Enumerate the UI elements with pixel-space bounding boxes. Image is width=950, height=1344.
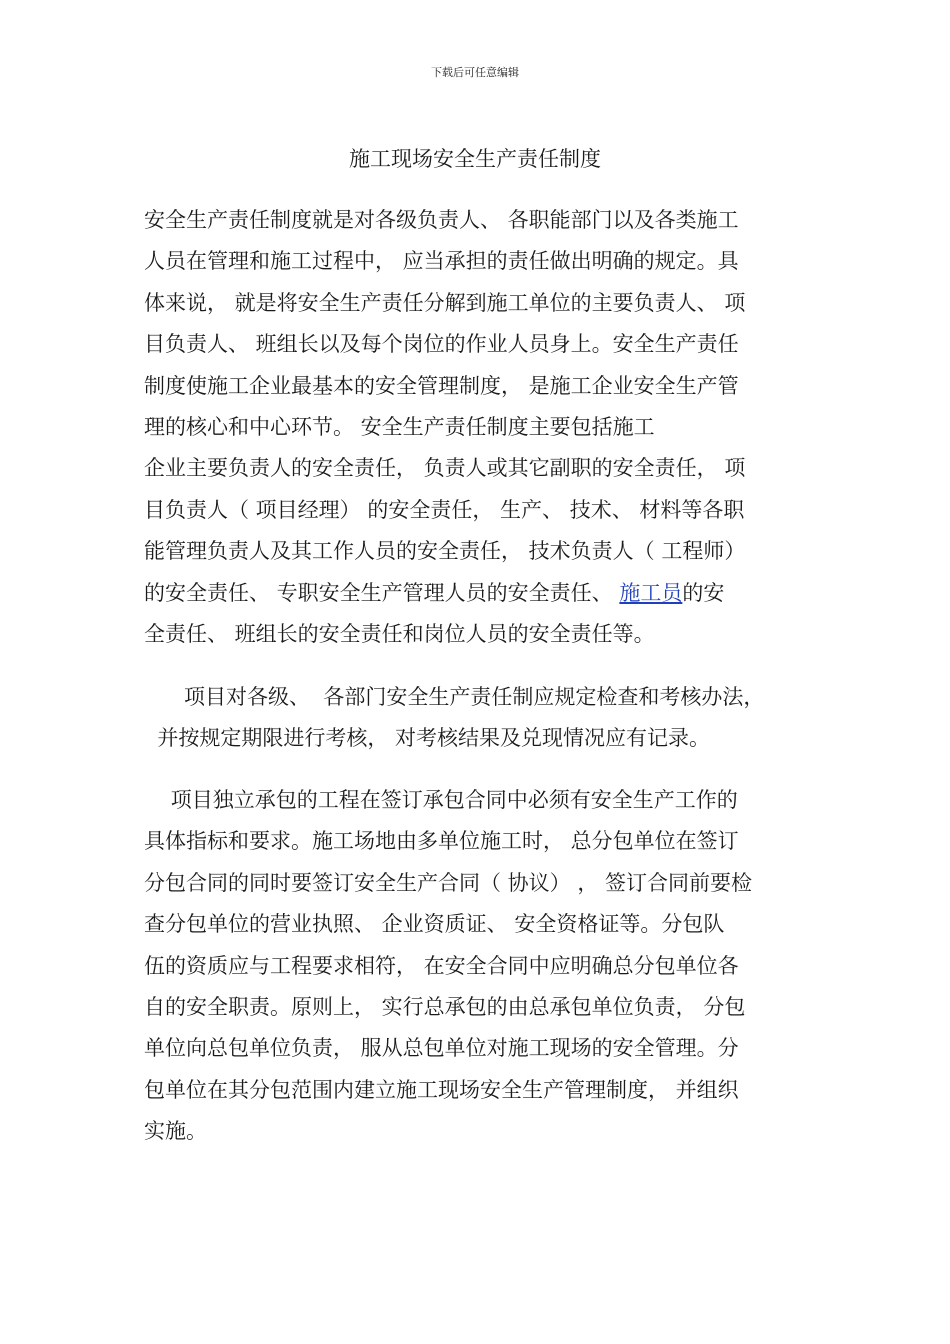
paragraph-line: 查分包单位的营业执照、 企业资质证、 安全资格证等。分包队: [144, 912, 725, 937]
paragraph-line: 人员在管理和施工过程中， 应当承担的责任做出明确的规定。具: [144, 249, 739, 274]
paragraph-line-with-link: [144, 573, 814, 614]
paragraph-line: 单位向总包单位负责， 服从总包单位对施工现场的安全管理。分: [144, 1036, 739, 1061]
paragraph-line: 体来说， 就是将安全生产责任分解到施工单位的主要负责人、 项: [144, 290, 746, 315]
paragraph-line: 分包合同的同时要签订安全生产合同（ 协议） ， 签订合同前要检: [144, 870, 753, 895]
paragraph-responsibility-system: [144, 200, 814, 655]
line-text-after-link: 的安: [682, 580, 725, 605]
header-note: 下载后可任意编辑: [431, 66, 519, 79]
paragraph-assessment: [144, 677, 814, 760]
paragraph-line: 伍的资质应与工程要求相符， 在安全合同中应明确总分包单位各: [144, 953, 739, 978]
paragraph-line: 包单位在其分包范围内建立施工现场安全生产管理制度， 并组织: [144, 1077, 739, 1102]
paragraph-line: 目负责人、 班组长以及每个岗位的作业人员身上。安全生产责任: [144, 332, 739, 357]
paragraph-line: 制度使施工企业最基本的安全管理制度， 是施工企业安全生产管: [144, 373, 739, 398]
paragraph-line: 自的安全职责。原则上， 实行总承包的由总承包单位负责， 分包: [144, 994, 746, 1019]
paragraph-line: 理的核心和中心环节。 安全生产责任制度主要包括施工: [144, 414, 655, 439]
paragraph-line: 实施。: [144, 1119, 207, 1144]
construction-worker-link[interactable]: 施工员: [619, 580, 683, 605]
paragraph-subcontracting: [144, 780, 814, 1153]
line-text-before-link: 的安全责任、 专职安全生产管理人员的安全责任、: [144, 580, 620, 605]
paragraph-line: 具体指标和要求。施工场地由多单位施工时， 总分包单位在签订: [144, 829, 739, 854]
paragraph-line: 企业主要负责人的安全责任， 负责人或其它副职的安全责任， 项: [144, 456, 746, 481]
paragraph-line: 全责任、 班组长的安全责任和岗位人员的安全责任等。: [144, 621, 655, 646]
paragraph-line: 项目独立承包的工程在签订承包合同中必须有安全生产工作的: [144, 788, 738, 812]
paragraph-line: 目负责人（ 项目经理） 的安全责任， 生产、 技术、 材料等各职: [144, 497, 745, 522]
paragraph-line: 项目对各级、 各部门安全生产责任制应规定检查和考核办法，: [144, 685, 765, 709]
paragraph-line: 能管理负责人及其工作人员的安全责任， 技术负责人（ 工程师）: [144, 539, 746, 564]
paragraph-line: 并按规定期限进行考核， 对考核结果及兑现情况应有记录。: [144, 726, 711, 751]
paragraph-line: 安全生产责任制度就是对各级负责人、 各职能部门以及各类施工: [144, 208, 739, 232]
document-title: 施工现场安全生产责任制度: [349, 147, 601, 171]
